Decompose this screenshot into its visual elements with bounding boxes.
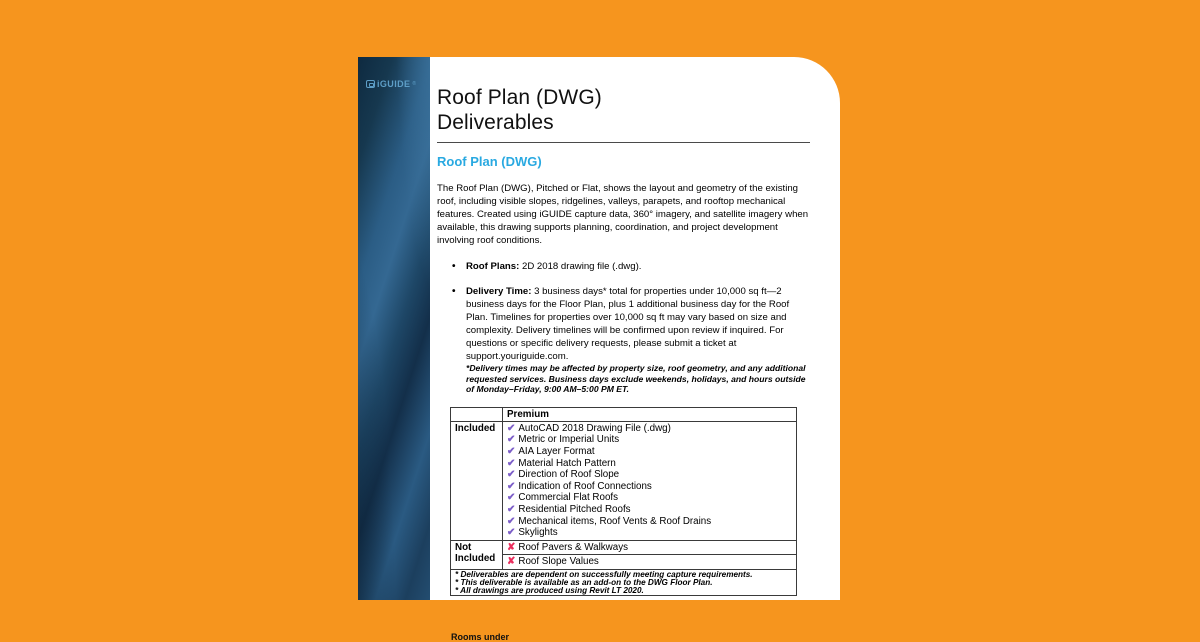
- footnote: * All drawings are produced using Revit LT 2020.: [455, 585, 644, 595]
- check-icon: ✔: [507, 434, 516, 446]
- included-item-text: Skylights: [518, 527, 558, 539]
- page-title: [437, 85, 810, 135]
- footnote: * This deliverable is available as an add-on to the DWG Floor Plan.: [455, 577, 713, 587]
- page-content: [430, 57, 840, 642]
- page-title-line2: Deliverables: [437, 111, 554, 134]
- cross-icon: ✘: [507, 541, 516, 553]
- page-title-line1: Roof Plan (DWG): [437, 86, 602, 109]
- not-included-item-text: Roof Pavers & Walkways: [518, 541, 629, 553]
- list-item: [507, 504, 792, 516]
- check-icon: ✔: [507, 527, 516, 539]
- list-item: [507, 446, 792, 458]
- footnote: * Deliverables are dependent on successfully meeting capture requirements.: [455, 569, 753, 579]
- included-item-text: AutoCAD 2018 Drawing File (.dwg): [518, 422, 671, 434]
- table-header-premium: Premium: [503, 407, 797, 421]
- list-item: [507, 492, 792, 504]
- title-divider: [437, 142, 810, 143]
- bullet-roof-plans-text: 2D 2018 drawing file (.dwg).: [519, 261, 642, 272]
- iguide-camera-icon: [366, 80, 375, 88]
- deliverables-table: [450, 407, 797, 597]
- table-row-included: [451, 421, 797, 540]
- included-label: Included: [451, 421, 503, 540]
- intro-paragraph: The Roof Plan (DWG), Pitched or Flat, shows the layout and geometry of the existing roof, including visible slopes, ridgelines, valleys, parapets, and rooftop mechanical features. Created using iGUIDE capture data, 360° imagery, and satellite imagery when available, this drawing supports planning, coordination, and project development involving roof conditions.: [437, 183, 809, 246]
- included-item-text: Mechanical items,: [518, 515, 597, 527]
- included-item-text: Direction of Roof Slope: [518, 469, 620, 481]
- bullet-delivery-time-note: *Delivery times may be affected by property size, roof geometry, and any additional requested services. Business days exclude weekends, holidays, and hours outside of Monday–Friday, 9:00 AM–5:00 PM ET.: [466, 363, 806, 395]
- list-item: [507, 434, 792, 446]
- bullet-delivery-time-text: 3 business days* total for properties under 10,000 sq ft—2 business days for the Floor Plan, plus 1 additional business day for the Roof Plan. Timelines for properties over 10,000 sq ft may vary based on size and complexity. Delivery timelines will be confirmed upon review if inquired. For questions or specific delivery requests, please submit a ticket at support.youriguide.com.: [466, 286, 790, 362]
- included-item-text: AIA Layer Format: [518, 445, 595, 457]
- included-item-suffix: Roof Vents & Roof Drains: [596, 515, 712, 527]
- not-included-item-cell: [503, 555, 797, 570]
- included-item-text: Indication of Roof Connections: [518, 480, 652, 492]
- bullet-roof-plans: [452, 260, 810, 273]
- bottom-cutoff-text: Rooms under: [451, 632, 510, 642]
- not-included-item-cell: [503, 540, 797, 555]
- table-row-footnotes: [451, 569, 797, 595]
- list-item: [507, 556, 792, 568]
- check-icon: ✔: [507, 492, 516, 504]
- not-included-item-text: Roof Slope Values: [518, 556, 599, 568]
- table-header-empty-cell: [451, 407, 503, 421]
- list-item: [507, 423, 792, 435]
- sidebar-artwork: [358, 57, 430, 600]
- not-included-label-line1: Not: [455, 541, 472, 553]
- bullet-list: [437, 260, 810, 395]
- bullet-delivery-time-label: Delivery Time:: [466, 286, 532, 297]
- table-row-not-included-1: [451, 540, 797, 555]
- check-icon: ✔: [507, 515, 516, 527]
- check-icon: ✔: [507, 503, 516, 515]
- table-footnotes: [451, 569, 797, 595]
- list-item: [507, 542, 792, 554]
- check-icon: ✔: [507, 469, 516, 481]
- list-item: [507, 481, 792, 493]
- not-included-label: [451, 540, 503, 569]
- check-icon: ✔: [507, 480, 516, 492]
- included-item-text: Metric or Imperial Units: [518, 434, 620, 446]
- not-included-label-line2: Included: [455, 553, 496, 565]
- table-header-row: [451, 407, 797, 421]
- list-item: [507, 458, 792, 470]
- bullet-roof-plans-label: Roof Plans:: [466, 261, 520, 272]
- list-item: [507, 516, 792, 528]
- cross-icon: ✘: [507, 556, 516, 568]
- iguide-logo-text: iGUIDE: [377, 79, 411, 89]
- table-row-not-included-2: [451, 555, 797, 570]
- included-item-text: Commercial Flat Roofs: [518, 492, 619, 504]
- check-icon: ✔: [507, 422, 516, 434]
- bullet-delivery-time: [452, 285, 810, 395]
- iguide-logo: [366, 79, 417, 89]
- included-item-text: Residential Pitched Roofs: [518, 503, 631, 515]
- list-item: [507, 527, 792, 539]
- list-item: [507, 469, 792, 481]
- check-icon: ✔: [507, 445, 516, 457]
- included-items-cell: [503, 421, 797, 540]
- section-heading: Roof Plan (DWG): [437, 154, 542, 169]
- document-page: [358, 57, 840, 642]
- included-item-text: Material Hatch Pattern: [518, 457, 616, 469]
- check-icon: ✔: [507, 457, 516, 469]
- iguide-logo-trademark: ®: [412, 81, 417, 87]
